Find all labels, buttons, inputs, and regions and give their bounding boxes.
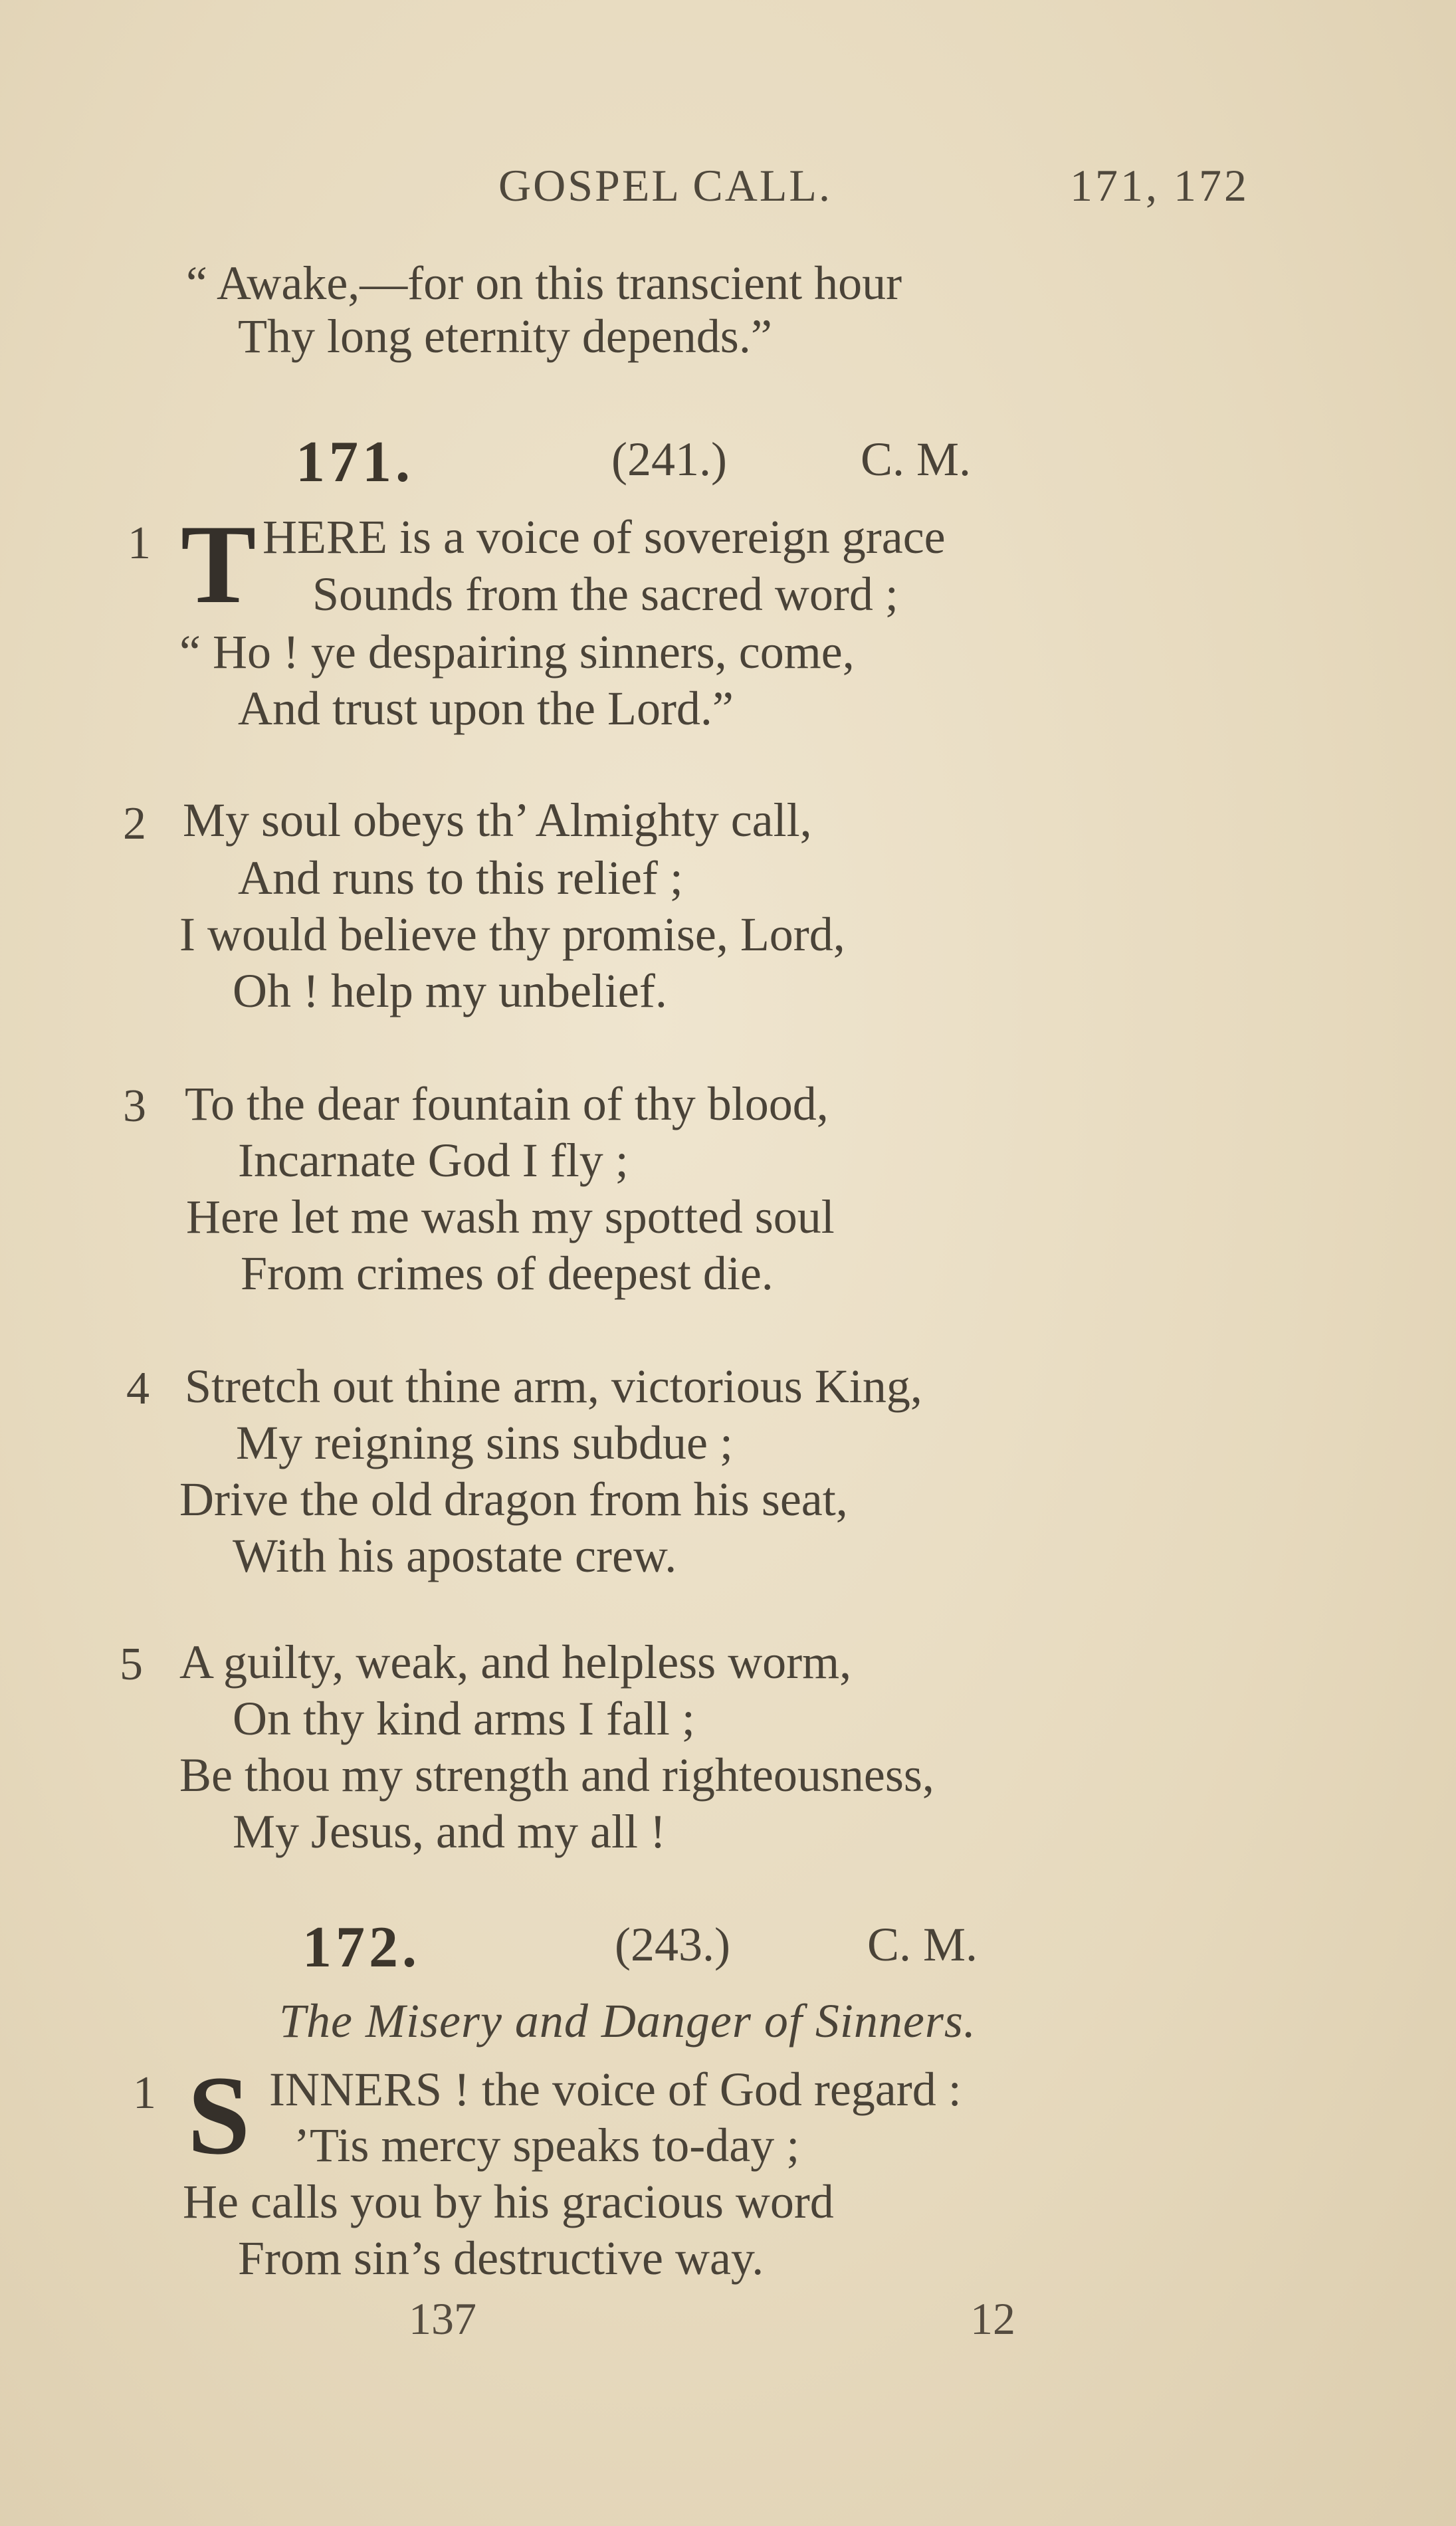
verse-line: Here let me wash my spotted soul xyxy=(186,1190,835,1243)
verse-line: Be thou my strength and righteousness, xyxy=(179,1748,934,1802)
drop-capital: T xyxy=(181,502,257,627)
verse-number: 1 xyxy=(133,2067,156,2119)
verse-line: With his apostate crew. xyxy=(233,1529,677,1582)
verse-line: “ Ho ! ye despairing sinners, come, xyxy=(179,625,855,679)
tune-number: (241.) xyxy=(611,433,727,486)
drop-capital: S xyxy=(187,2053,251,2178)
verse-line: My reigning sins subdue ; xyxy=(236,1416,733,1469)
tune-number: (243.) xyxy=(615,1918,730,1971)
page-number: 137 xyxy=(409,2293,476,2344)
verse-line: INNERS ! the voice of God regard : xyxy=(269,2063,962,2116)
continuation-line: Thy long eternity depends.” xyxy=(238,310,772,363)
verse-line: And runs to this relief ; xyxy=(238,851,683,904)
verse-number: 5 xyxy=(120,1639,143,1690)
verse-number: 1 xyxy=(128,518,151,569)
signature-mark: 12 xyxy=(970,2293,1015,2344)
verse-line: HERE is a voice of sovereign grace xyxy=(262,510,946,564)
verse-line: Stretch out thine arm, victorious King, xyxy=(185,1360,922,1413)
verse-line: Sounds from the sacred word ; xyxy=(312,568,898,621)
hymn-number: 172. xyxy=(302,1915,421,1980)
verse-line: To the dear fountain of thy blood, xyxy=(185,1077,829,1130)
verse-line: My soul obeys th’ Almighty call, xyxy=(183,793,812,847)
hymn-subtitle: The Misery and Danger of Sinners. xyxy=(279,1994,976,2048)
hymn-number: 171. xyxy=(296,430,414,494)
verse-number: 2 xyxy=(123,798,146,849)
verse-number: 3 xyxy=(123,1081,146,1132)
verse-line: My Jesus, and my all ! xyxy=(233,1805,666,1858)
verse-line: Oh ! help my unbelief. xyxy=(233,964,667,1017)
verse-line: And trust upon the Lord.” xyxy=(238,682,734,735)
verse-line: From crimes of deepest die. xyxy=(241,1247,774,1300)
verse-line: On thy kind arms I fall ; xyxy=(233,1692,695,1745)
verse-line: A guilty, weak, and helpless worm, xyxy=(179,1635,852,1689)
running-header-numbers: 171, 172 xyxy=(1070,160,1249,211)
continuation-line: “ Awake,—for on this transcient hour xyxy=(186,257,902,310)
verse-line: He calls you by his gracious word xyxy=(183,2175,834,2228)
verse-line: ’Tis mercy speaks to-day ; xyxy=(294,2119,800,2172)
verse-line: Incarnate God I fly ; xyxy=(238,1134,629,1187)
verse-line: From sin’s destructive way. xyxy=(238,2232,764,2285)
verse-line: I would believe thy promise, Lord, xyxy=(179,908,845,961)
verse-number: 4 xyxy=(126,1363,150,1414)
running-header-title: GOSPEL CALL. xyxy=(498,160,832,211)
verse-line: Drive the old dragon from his seat, xyxy=(179,1473,848,1526)
meter: C. M. xyxy=(861,433,972,486)
meter: C. M. xyxy=(867,1918,978,1971)
